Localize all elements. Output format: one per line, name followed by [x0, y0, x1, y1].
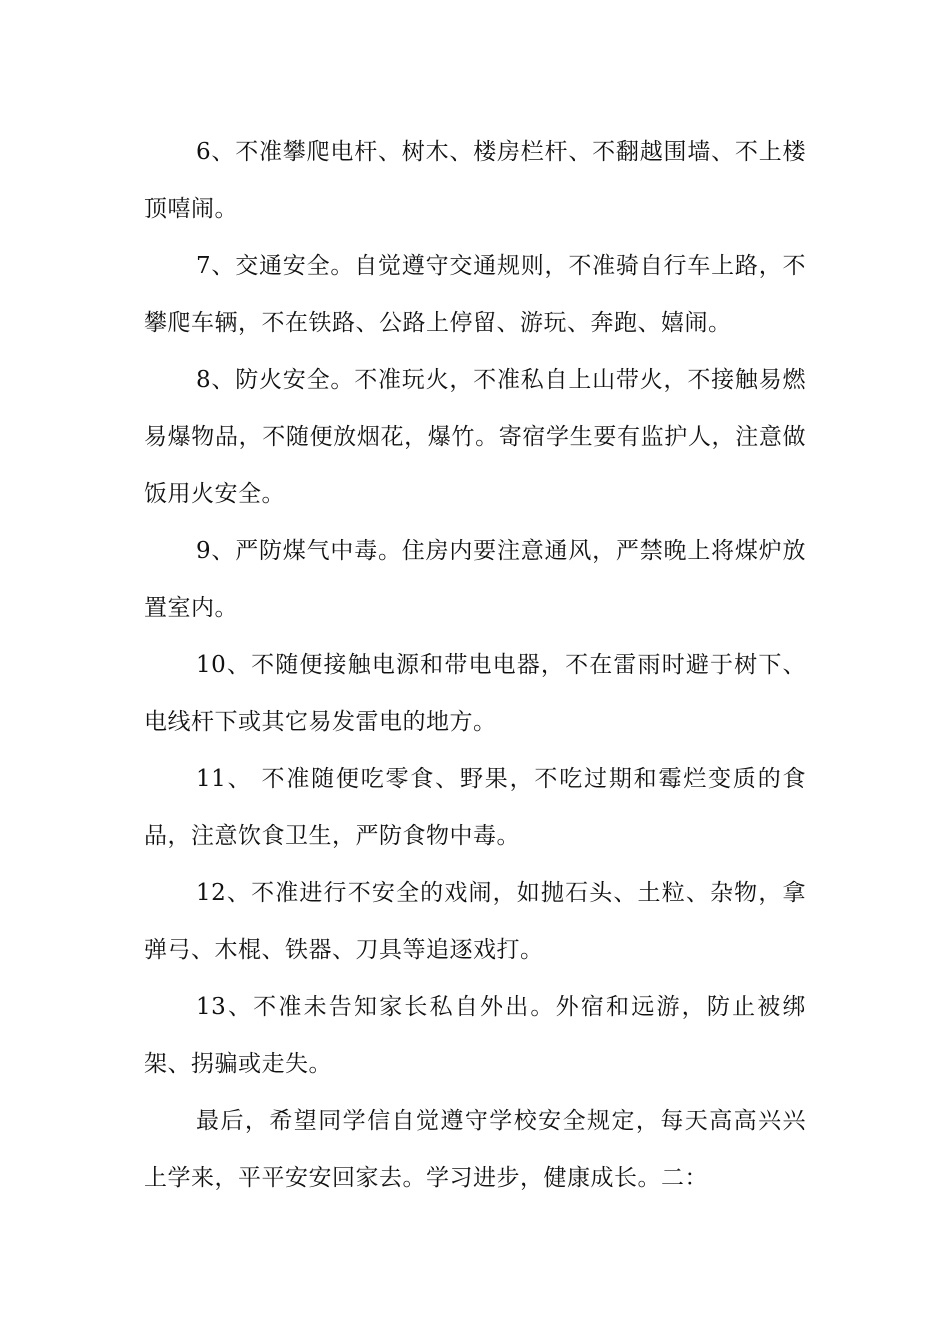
paragraph-rule-8: 8、防火安全。不准玩火，不准私自上山带火，不接触易燃易爆物品，不随便放烟花，爆竹。寄宿学生要有监护人，注意做饭用火安全。 — [144, 367, 806, 507]
paragraph-rule-10: 10、不随便接触电源和带电电器，不在雷雨时避于树下、电线杆下或其它易发雷电的地方。 — [144, 652, 806, 735]
paragraph-rule-13: 13、不准未告知家长私自外出。外宿和远游，防止被绑架、拐骗或走失。 — [144, 994, 806, 1077]
paragraph-rule-11: 11、 不准随便吃零食、野果，不吃过期和霉烂变质的食品，注意饮食卫生，严防食物中毒。 — [144, 766, 806, 849]
paragraph-rule-9: 9、严防煤气中毒。住房内要注意通风，严禁晚上将煤炉放置室内。 — [144, 538, 806, 621]
paragraph-rule-6: 6、不准攀爬电杆、树木、楼房栏杆、不翻越围墙、不上楼顶嘻闹。 — [144, 139, 806, 222]
paragraph-rule-12: 12、不准进行不安全的戏闹，如抛石头、土粒、杂物，拿弹弓、木棍、铁器、刀具等追逐戏打。 — [144, 880, 806, 963]
paragraph-closing: 最后，希望同学信自觉遵守学校安全规定，每天高高兴兴上学来，平平安安回家去。学习进步，健康成长。二： — [144, 1108, 806, 1191]
document-body — [144, 124, 806, 1207]
paragraph-rule-7: 7、交通安全。自觉遵守交通规则，不准骑自行车上路，不攀爬车辆，不在铁路、公路上停留、游玩、奔跑、嬉闹。 — [144, 253, 806, 336]
